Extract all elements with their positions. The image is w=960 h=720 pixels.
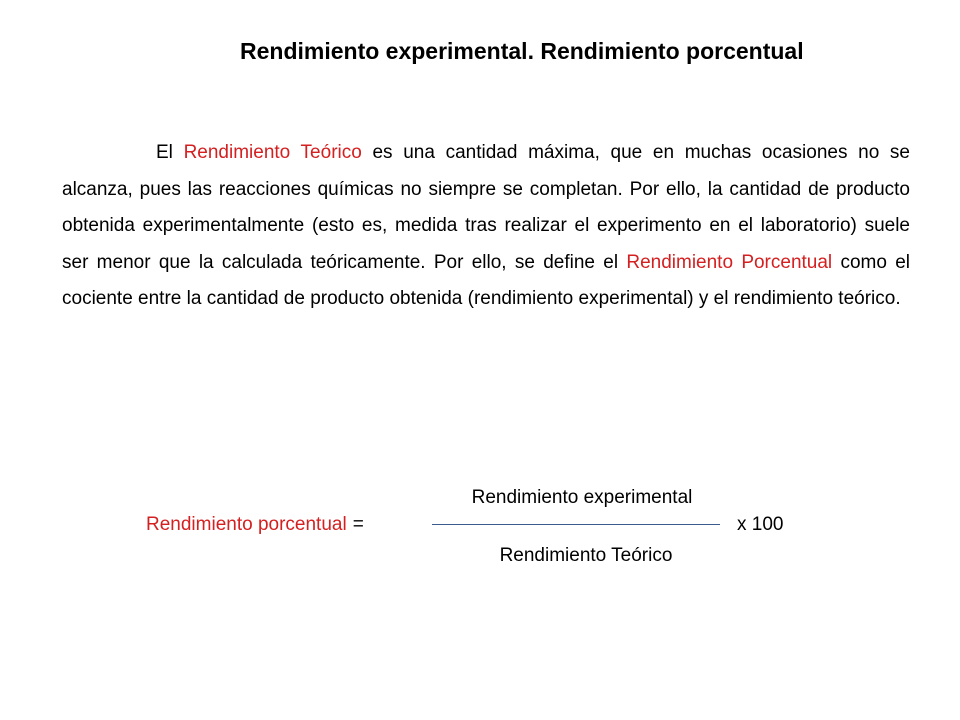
formula-multiplier: x 100 [737, 514, 784, 535]
formula-denominator: Rendimiento Teórico [499, 545, 673, 566]
formula-equals-sign: = [352, 514, 364, 535]
body-paragraph [62, 135, 910, 318]
slide-title: Rendimiento experimental. Rendimiento porcentual [240, 38, 804, 64]
formula-numerator: Rendimiento experimental [471, 487, 693, 508]
paragraph-text-3: como el cociente entre la cantidad de producto obtenida (rendimiento experimental) y el rendimiento teórico. [62, 251, 910, 309]
term-rendimiento-teorico: Rendimiento Teórico [183, 142, 362, 163]
term-rendimiento-porcentual: Rendimiento Porcentual [626, 251, 833, 273]
formula-lhs-label: Rendimiento porcentual [146, 514, 347, 535]
paragraph-text-1: El [156, 142, 184, 163]
paragraph-text-2: es una cantidad máxima, que en muchas ocasiones no se alcanza, pues las reacciones químicas no siempre se completan. Por ello, la cantidad de producto obtenida experimentalmente (esto es, medida tras realizar el experimento en el laboratorio) suele ser menor que la calculada teóricamente. Por ello, se define el [62, 142, 910, 273]
formula-left-side [146, 514, 364, 536]
formula-fraction-line [432, 524, 720, 525]
